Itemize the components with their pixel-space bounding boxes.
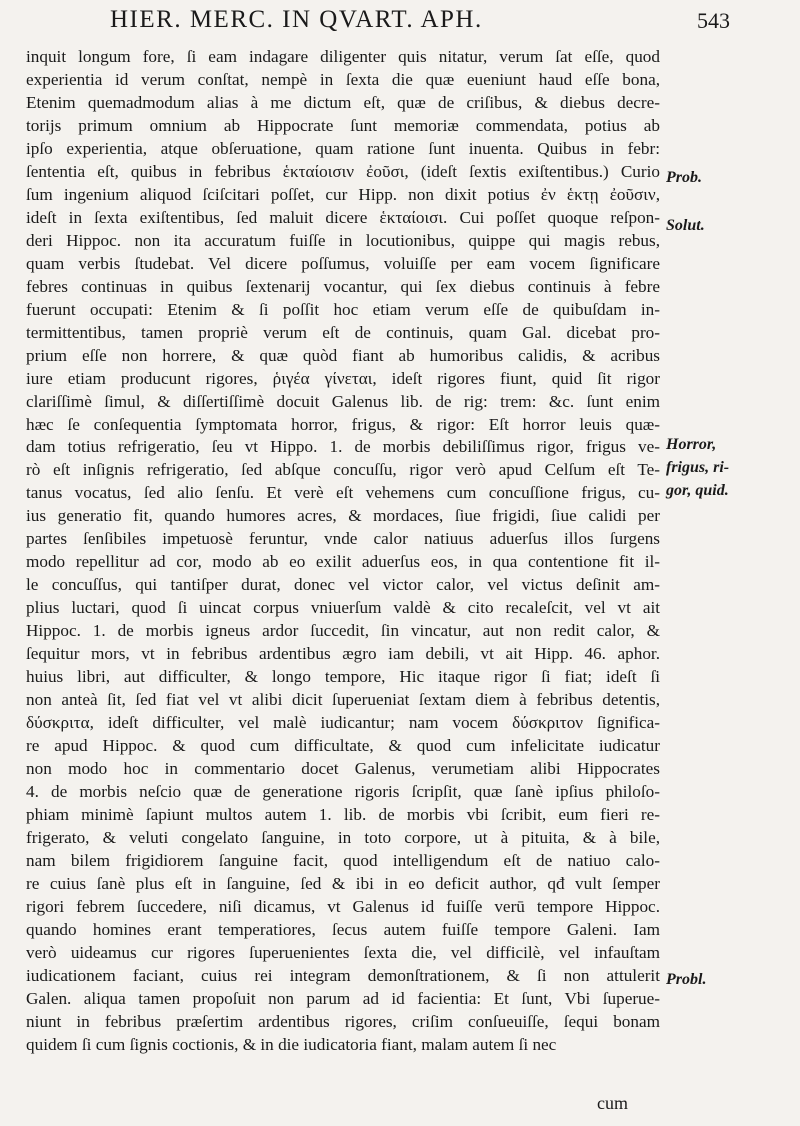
text-line: rò eſt inſignis refrigeratio, ſed abſque concuſſu, rigor verò apud Celſum eſt Te- [26,460,660,480]
text-line: iure etiam producunt rigores, ῥιγέα γίνεται, ideſt rigores fiunt, quid ſit rigor [26,368,660,388]
text-line: modo repellitur ad cor, modo ab eo exilit aduerſus eos, in qua contentione fit il- [26,552,660,572]
text-line: ſententia eſt, quibus in febribus ἑκταίοισιν ἐοῦσι, (ideſt ſextis exiſtentibus.) Curio [26,161,660,181]
text-line: ipſo experientia, atque obſeruatione, quam ratione ſunt inuenta. Quibus in febr: [26,138,660,158]
text-line: plius luctari, quod ſi uincat corpus vniuerſum valdè & cito recaleſcit, vel vt ait [26,598,660,618]
text-line: quando homines erant temperatiores, ſecus autem fuiſſe tempore Galeni. Iam [26,919,660,939]
text-line: Galen. aliqua tamen propoſuit non parum ad id facientia: Et ſunt, Vbi ſuperue- [26,988,660,1008]
text-line: clariſſimè ſimul, & diſſertiſſimè docuit Galenus lib. de rig: trem: &c. ſunt enim [26,391,660,411]
page-number: 543 [697,8,730,33]
text-line: Hippoc. 1. de morbis igneus ardor ſuccedit, ſin vincatur, aut non redit calor, & [26,621,660,641]
text-line: re apud Hippoc. & quod cum difficultate, & quod cum infelicitate iudicatur [26,736,660,756]
text-line: le concuſſus, qui tantiſper durat, donec vel victor calor, vel victus deſinit am- [26,575,660,595]
text-line: Etenim quemadmodum alias à me dictum eſt, quæ de criſibus, & diebus decre- [26,92,660,112]
text-line: tanus vocatus, ſed alio ſenſu. Et verè eſt vehemens cum concuſſione frigus, cu- [26,483,660,503]
margin-note-probl: Probl. [666,971,707,988]
text-line: non anteà ſit, ſed fiat vel vt alibi dicit ſuperueniat ſextam diem à febribus detentis, [26,690,660,710]
text-line: huius libri, aut difficulter, & longo tempore, Hic itaque rigor ſi fiat; ideſt ſi [26,667,660,687]
text-line: ſum ingenium aliquod ſciſcitari poſſet, cur Hipp. non dixit potius ἐν ἑκτῃ ἐοῦσιν, [26,184,660,204]
text-line: verò uideamus cur rigores ſuperuenientes ſexta die, vel difficilè, vel infauſtam [26,942,660,962]
text-line: niunt in febribus præſertim ardentibus rigores, criſim conſueuiſſe, ſequi bonam [26,1011,660,1031]
text-line: hæc ſe conſequentia ſymptomata horror, frigus, & rigor: Eſt horror leuis quæ- [26,414,660,434]
text-line: deri Hippoc. non ita accuratum fuiſſe in locutionibus, quippe qui magis rebus, [26,230,660,250]
text-line: re cuius ſanè plus eſt in ſanguine, ſed & ibi in eo deficit author, qđ vult ſemper [26,873,660,893]
text-line: fuerunt occupati: Etenim & ſi poſſit hoc etiam verum eſſe de quibuſdam in- [26,299,660,319]
margin-note-solut: Solut. [666,217,705,234]
text-line: experientia id verum conſtat, nempè in ſexta die quæ eueniunt haud eſſe bona, [26,69,660,89]
text-line: dam totius refrigeratio, ſeu vt Hippo. 1. de morbis debiliſſimus rigor, frigus ve- [26,437,660,457]
text-line: febres continuas in quibus ſextenarij vocantur, qui ſex diebus continuis à febre [26,276,660,296]
text-line: 4. de morbis neſcio quæ de generatione rigoris ſcripſit, quæ ſanè ipſius philoſo- [26,782,660,801]
margin-note-frigus: frigus, ri- [666,459,730,476]
margin-note-rigor-quid: gor, quid. [666,482,729,499]
text-line: rigori febrem ſuccedere, niſi dicamus, vt Galenus id fuiſſe verū tempore Hippoc. [26,896,660,916]
text-line: torijs primum omnium ab Hippocrate ſunt memoriæ commendata, potius ab [26,115,660,135]
catchword: cum [597,1093,628,1113]
text-line: δύσκριτα, ideſt difficulter, vel malè iudicantur; nam vocem δύσκριτον ſignifica- [26,713,660,733]
text-line: nam bilem frigidiorem ſanguine facit, quod intelligendum eſt de natiuo calo- [26,850,660,870]
text-line: ius generatio fit, quando humores acres, & mordaces, ſiue frigidi, ſiue calidi per [26,506,660,526]
margin-note-horror: Horror, [666,436,717,453]
text-line: iudicationem faciant, cuius rei integram demonſtrationem, & ſi non attulerit [26,965,660,985]
text-line: quam verbis ſtudebat. Vel dicere poſſumus, voluiſſe per eam vocem ſignificare [26,253,660,273]
main-text-block [26,46,660,1057]
text-line: termittentibus, tamen propriè verum eſt de continuis, quam Gal. dicebat pro- [26,322,660,342]
text-line: prium eſſe non horrere, & quæ quòd fiant ab humoribus calidis, & acribus [26,345,660,365]
text-line: quidem ſi cum ſignis coctionis, & in die iudicatoria fiant, malam autem ſi nec [26,1034,557,1054]
running-title: HIER. MERC. IN QVART. APH. [110,6,483,33]
text-line: partes ſenſibiles impetuosè feruntur, vnde calor natiuus aduerſus illos ſurgens [26,529,660,549]
running-header [110,0,730,40]
text-line: non modo hoc in commentario docet Galenus, verumetiam alibi Hippocrates [26,759,660,779]
text-line: frigerato, & veluti congelato ſanguine, in toto corpore, ut à pituita, & à bile, [26,827,660,847]
text-line: ſequitur mors, vt in febribus ardentibus ægro iam debili, vt ait Hipp. 46. aphor. [26,644,660,664]
text-line: inquit longum fore, ſi eam indagare diligenter quis nitatur, verum ſat eſſe, quod [26,47,660,66]
text-line: ideſt in ſexta exiſtentibus, ſed maluit dicere ἑκταίοισι. Cui poſſet quoque reſpon- [26,207,660,227]
margin-note-prob: Prob. [666,169,702,186]
text-line: phiam minimè ſapiunt multos autem 1. lib. de morbis vbi ſcribit, eum fieri re- [26,804,660,824]
